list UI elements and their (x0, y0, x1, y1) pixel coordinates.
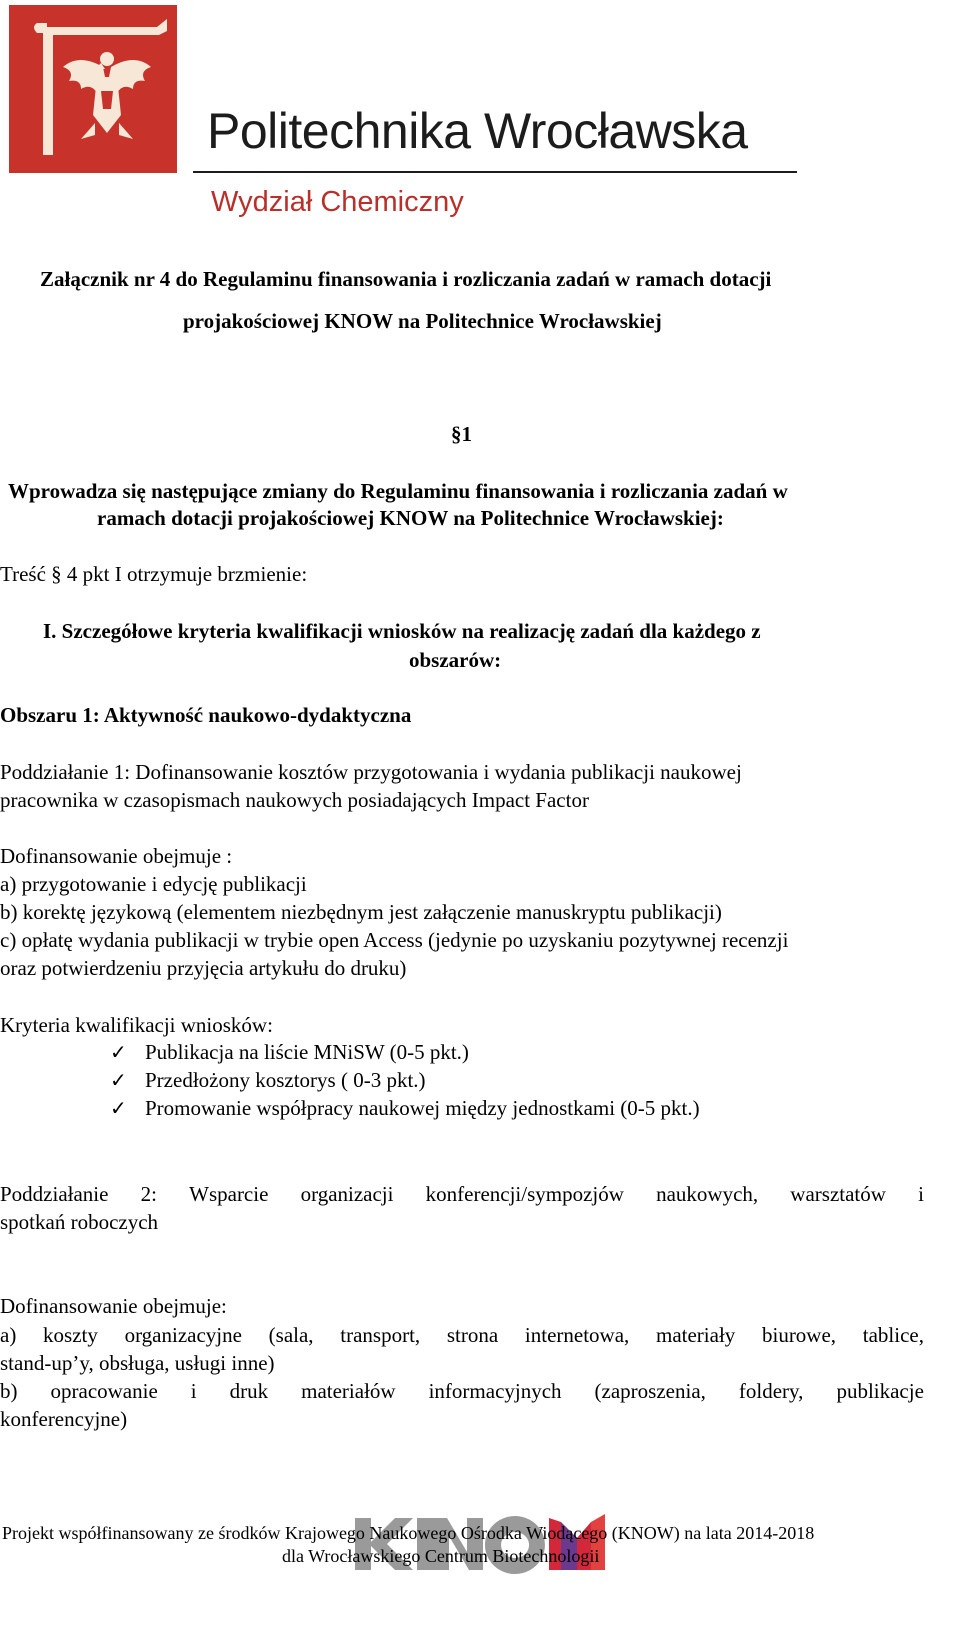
word: materiały (655, 1323, 736, 1347)
checkmark-icon: ✓ (110, 1096, 127, 1120)
word: organizacji (300, 1182, 394, 1206)
kryteria-list (110, 1042, 700, 1126)
word: druk (229, 1379, 269, 1403)
dof2-item-a-line-1 (0, 1325, 924, 1346)
heading-i-line-1: I. Szczegółowe kryteria kwalifikacji wniosków na realizację zadań dla każdego z (43, 619, 761, 643)
dof1-item-a: a) przygotowanie i edycję publikacji (0, 872, 307, 896)
word: materiałów (301, 1379, 396, 1403)
list-item-label: Publikacja na liście MNiSW (0-5 pkt.) (145, 1040, 469, 1064)
university-logo (9, 5, 177, 173)
word: opracowanie (50, 1379, 158, 1403)
word: naukowych, (656, 1182, 759, 1206)
intro-line-2: ramach dotacji projakościowej KNOW na Politechnice Wrocławskiej: (97, 506, 724, 530)
word: biurowe, (761, 1323, 837, 1347)
word: b) (0, 1379, 18, 1403)
word: a) (0, 1323, 17, 1347)
word: konferencji/sympozjów (425, 1182, 624, 1206)
checkmark-icon: ✓ (110, 1068, 127, 1092)
list-item-label: Promowanie współpracy naukowej między jednostkami (0-5 pkt.) (145, 1096, 700, 1120)
eagle-crest-icon (9, 5, 177, 173)
word: organizacyjne (124, 1323, 242, 1347)
dof1-item-c-line-2: oraz potwierdzeniu przyjęcia artykułu do druku) (0, 956, 407, 980)
faculty-name: Wydział Chemiczny (211, 186, 464, 218)
word: Wsparcie (189, 1182, 269, 1206)
sub2-line-2: spotkań roboczych (0, 1210, 159, 1234)
word: publikacje (836, 1379, 924, 1403)
list-item (110, 1070, 700, 1098)
dof2-item-b-line-2: konferencyjne) (0, 1407, 128, 1431)
sub1-line-1: Poddziałanie 1: Dofinansowanie kosztów przygotowania i wydania publikacji naukowej (0, 760, 742, 784)
dof1-item-b: b) korektę językową (elementem niezbędnym jest załączenie manuskryptu publikacji) (0, 900, 722, 924)
word: Poddziałanie (0, 1182, 109, 1206)
word: (sala, (268, 1323, 314, 1347)
dof2-heading: Dofinansowanie obejmuje: (0, 1294, 227, 1318)
dof2-item-b-line-1 (0, 1381, 924, 1402)
word: internetowa, (524, 1323, 630, 1347)
section-mark: §1 (451, 422, 472, 446)
kryteria-heading: Kryteria kwalifikacji wniosków: (0, 1013, 273, 1037)
tresc-text: Treść § 4 pkt I otrzymuje brzmienie: (0, 562, 308, 586)
word: tablice, (862, 1323, 924, 1347)
header-divider (193, 171, 797, 173)
word: informacyjnych (428, 1379, 562, 1403)
checkmark-icon: ✓ (110, 1040, 127, 1064)
title-line-1: Załącznik nr 4 do Regulaminu finansowania i rozliczania zadań w ramach dotacji (40, 267, 772, 291)
word: (zaproszenia, (594, 1379, 706, 1403)
intro-line-1: Wprowadza się następujące zmiany do Regulaminu finansowania i rozliczania zadań w (8, 479, 788, 503)
footer-line-2: dla Wrocławskiego Centrum Biotechnologii (282, 1546, 600, 1566)
dof2-item-a-line-2: stand-up’y, obsługa, usługi inne) (0, 1351, 275, 1375)
list-item-label: Przedłożony kosztorys ( 0-3 pkt.) (145, 1068, 426, 1092)
word: foldery, (738, 1379, 804, 1403)
dof1-heading: Dofinansowanie obejmuje : (0, 844, 233, 868)
sub1-line-2: pracownika w czasopismach naukowych posiadających Impact Factor (0, 788, 589, 812)
word: transport, (340, 1323, 421, 1347)
word: warsztatów (790, 1182, 886, 1206)
title-line-2: projakościowej KNOW na Politechnice Wrocławskiej (183, 309, 662, 333)
word: 2: (140, 1182, 157, 1206)
word: i (918, 1182, 924, 1206)
sub2-line-1 (0, 1184, 924, 1205)
heading-i-line-2: obszarów: (409, 648, 502, 672)
word: i (190, 1379, 197, 1403)
obszar-heading: Obszaru 1: Aktywność naukowo-dydaktyczna (0, 703, 412, 727)
list-item (110, 1098, 700, 1126)
word: koszty (43, 1323, 98, 1347)
dof1-item-c-line-1: c) opłatę wydania publikacji w trybie open Access (jedynie po uzyskaniu pozytywnej recenzji (0, 928, 789, 952)
word: strona (446, 1323, 499, 1347)
university-name: Politechnika Wrocławska (207, 103, 748, 159)
list-item (110, 1042, 700, 1070)
footer-line-1: Projekt współfinansowany ze środków Krajowego Naukowego Ośrodka Wiodącego (KNOW) na lata 2014-2018 (2, 1523, 815, 1543)
